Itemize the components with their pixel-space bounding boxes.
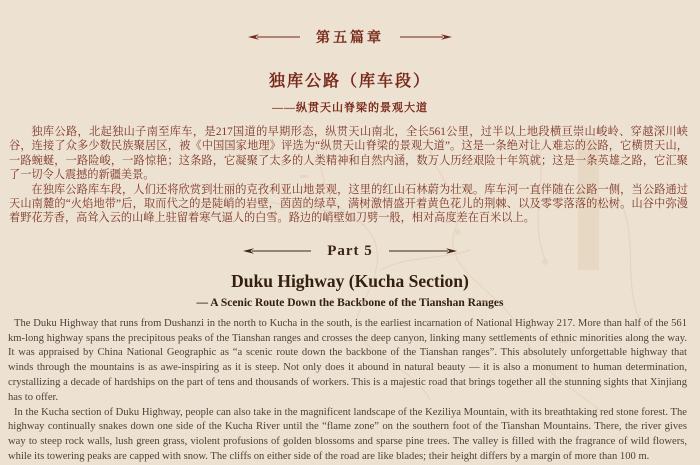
english-paragraph-2: In the Kucha section of Duku Highway, people can also take in the magnificent landscape of the Keziliya Mountain, with its breathtaking red stone forest. The highway continually snakes down one side of the Kucha River until the “flame zone” on the southern foot of the Tianshan Mountains. There, the river gives way to steep rock walls, lush green grass, violent profusions of golden blossoms and sparse pine trees. The valley is filled with the fragrance of wild flowers, while its towering peaks are capped with snow. The cliffs on either side of the road are like blades; their height differs by a margin of more than 100 m.: [8, 406, 687, 463]
left-arrow-icon: [243, 247, 311, 255]
english-paragraph-1: The Duku Highway that runs from Dushanzi in the north to Kucha in the south, is the earliest incarnation of National Highway 217. More than half of the 561 km-long highway spans the precipitous peaks of the Tianshan ranges and crosses the deep canyon, linking many settlements of ethnic minorities along the way. It was appraised by China National Geographic as “a scenic route down the backbone of the Tianshan ranges”. This absolutely unforgettable highway that winds through the mountains is as awe-inspiring as it is steep. Not only does it abound in natural beauty — it is also a monument to human determination, crystallizing a decade of hardships on the part of tens and thousands of workers. This is a majestic road that brings together all the stunning sights that Xinjiang has to offer.: [8, 317, 687, 403]
part-label: Part 5: [327, 242, 373, 259]
chinese-title: 独库公路（库车段）: [268, 73, 431, 90]
part-header: [0, 243, 700, 260]
right-arrow-icon: [400, 33, 452, 41]
left-arrow-icon: [248, 33, 300, 41]
chapter-header: [0, 27, 700, 47]
english-title: Duku Highway (Kucha Section): [231, 270, 469, 291]
chinese-subtitle: ——纵贯天山脊梁的景观大道: [272, 102, 428, 114]
right-arrow-icon: [389, 247, 457, 255]
chapter-title: 第五篇章: [316, 31, 384, 46]
chinese-paragraph-1: 独库公路，北起独山子南至库车，是217国道的早期形态，纵贯天山南北，全长561公里，过半以上地段横亘崇山峻岭、穿越深川峡谷，连接了众多少数民族聚居区，被《中国国家地理》评选为“纵贯天山脊梁的景观大道”。这是一条绝对让人难忘的公路，它横贯天山，一路蜿蜒，一路险峻，一路惊艳；这条路，它凝聚了太多的人类精神和自然内涵，数万人历经艰险十年筑就；这是一条英雄之路，它汇聚了一切令人震撼的新疆美景。: [9, 126, 688, 182]
english-subtitle: — A Scenic Route Down the Backbone of the Tianshan Ranges: [196, 296, 504, 309]
chinese-paragraph-2: 在独库公路库车段，人们还将欣赏到壮丽的克孜利亚山地景观，这里的红山石林蔚为壮观。库车河一直伴随在公路一侧，当公路通过天山南麓的“火焰地带”后，取而代之的是陡峭的岩壁，茵茵的绿草，满树激情盛开着黄色花儿的荆棘、以及零零落落的松树。山谷中弥漫着野花芳香，高耸入云的山峰上驻留着寒气逼人的白雪。路边的峭壁如刀劈一般，相对高度差在百米以上。: [9, 183, 688, 225]
